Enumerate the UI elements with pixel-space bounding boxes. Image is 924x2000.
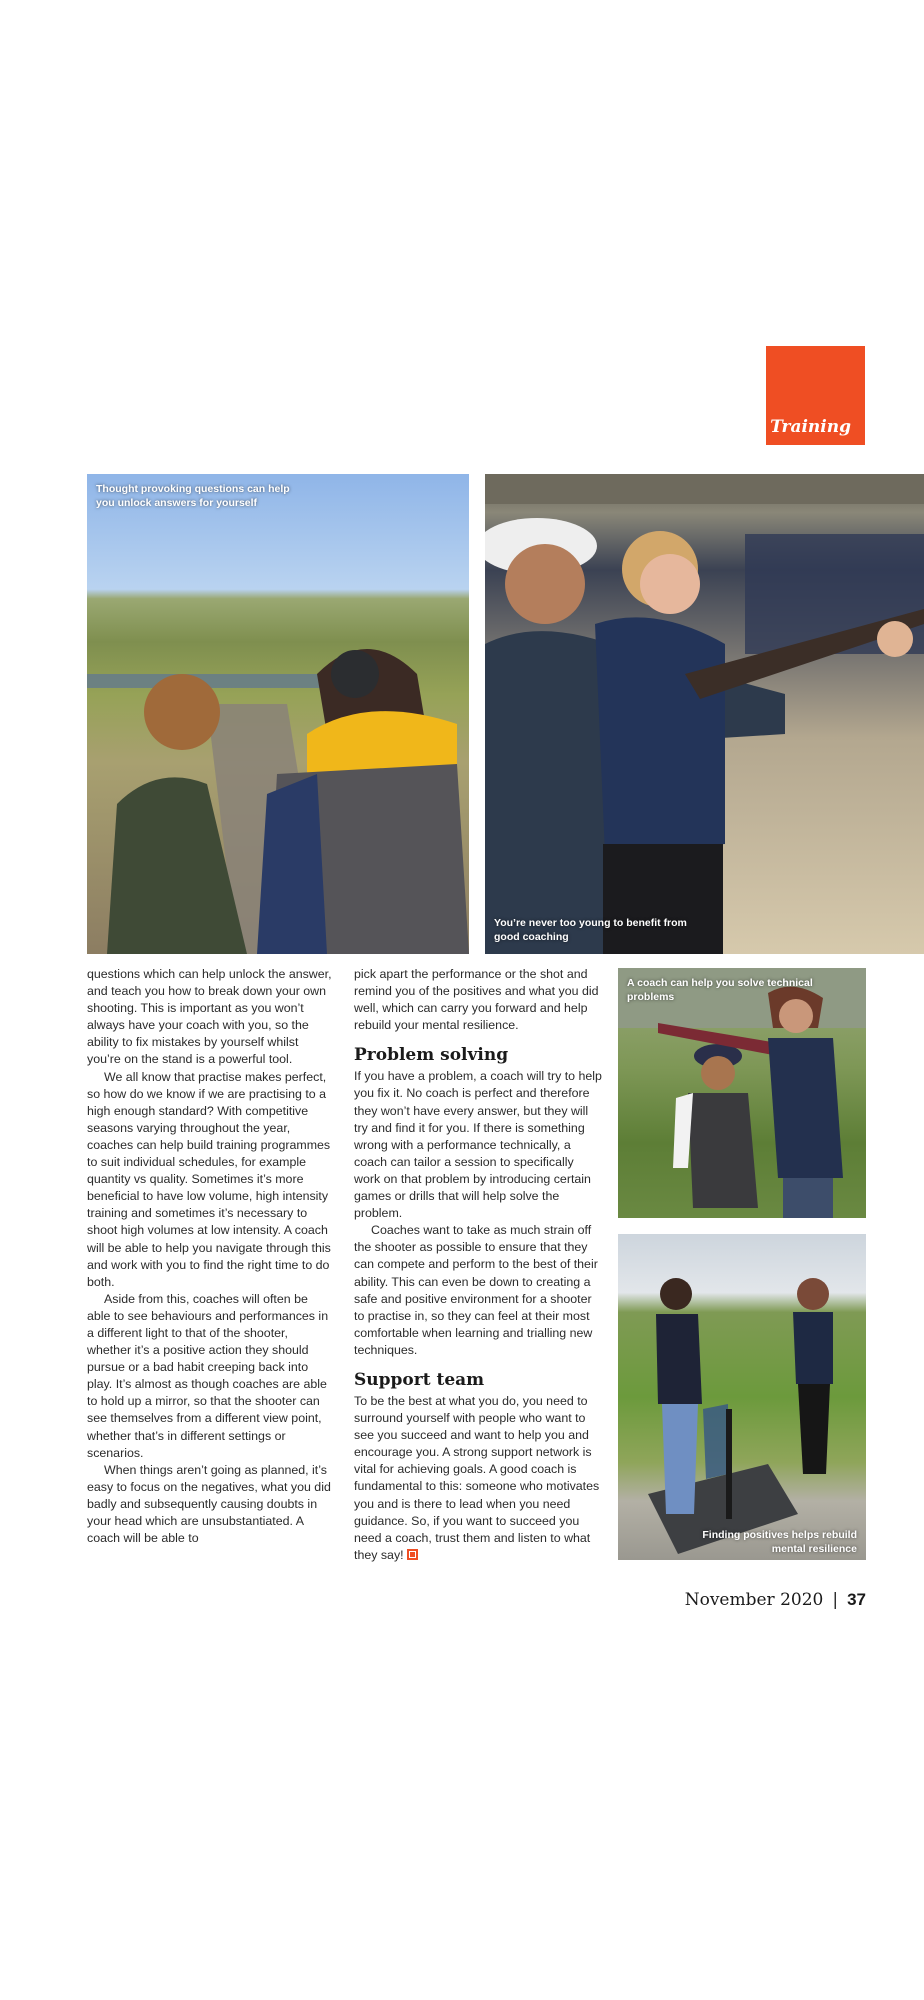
issue-date: November 2020 (684, 1590, 824, 1610)
page-footer (685, 1590, 866, 1610)
photo-caption: A coach can help you solve technical problems (627, 977, 813, 1003)
page-number: 37 (847, 1590, 866, 1609)
pointing-scene-illustration (618, 968, 866, 1218)
paragraph: Coaches want to take as much strain off the shooter as possible to ensure that they can compete and perform to the best of their ability. This can even be down to creating a safe and positive environment for a shooter to practise in, so they can feel at their most comfortable when learning and trialling new techniques. (354, 1223, 598, 1357)
article-column-2 (354, 966, 602, 1564)
section-label: Training (770, 417, 851, 437)
photo-coach-talking-to-shooter (618, 1234, 866, 1560)
photo-caption: Thought provoking questions can help you unlock answers for yourself (96, 483, 290, 509)
paragraph-text: To be the best at what you do, you need to surround yourself with people who want to see you succeed and want to help you and encourage you. A strong support network is vital for achieving goals. A good coach is fundamental to this: someone who motivates you and is there to lead when you need guidance. So, if you want to succeed you need a coach, trust them and listen to what they say! (354, 1393, 600, 1562)
photo-coach-and-shooter-on-range (87, 474, 469, 954)
paragraph: questions which can help unlock the answer, and teach you how to break down your own shooting. This is important as you won’t always have your coach with you, so the ability to fix mistakes by yourself whilst you’re on the stand is a powerful tool. (87, 967, 332, 1067)
photo-coach-guiding-young-shooter (485, 474, 924, 954)
end-mark-icon (407, 1549, 418, 1560)
range-scene-illustration (87, 474, 469, 954)
footer-separator: | (832, 1590, 839, 1610)
subheading-problem-solving: Problem solving (354, 1045, 509, 1066)
subheading-support-team: Support team (354, 1369, 485, 1390)
paragraph: pick apart the performance or the shot and remind you of the positives and what you did well, which can carry you forward and help rebuild your mental resilience. (354, 967, 599, 1033)
paragraph: When things aren’t going as planned, it’s easy to focus on the negatives, what you did badly and subsequently causing doubts in your head which are unsubstantiated. A coach will be able to (87, 1462, 331, 1546)
photo-caption: Finding positives helps rebuild mental resilience (702, 1529, 857, 1555)
paragraph-final (354, 1393, 602, 1564)
photo-caption: You’re never too young to benefit from good coaching (494, 917, 687, 943)
section-tab (766, 346, 865, 445)
photo-coach-pointing-at-target (618, 968, 866, 1218)
paragraph: Aside from this, coaches will often be able to see behaviours and performances in a different light to that of the shooter, whether it’s a positive action they should pursue or a bad habit creeping back into play. It’s almost as though coaches are able to hold up a mirror, so that the shooter can see themselves from a different view point, whether that’s in different settings or scenarios. (87, 1291, 329, 1460)
paragraph: We all know that practise makes perfect, so how do we know if we are practising to a high enough standard? With competitive seasons varying throughout the year, coaches can help build training programmes to suit individual schedules, for example quantity vs quality. Sometimes it’s more beneficial to have low volume, high intensity training and sometimes it’s necessary to shoot high volumes at low intensity. A coach will be able to help you navigate through this and work with you to find the right time to do both. (87, 1069, 331, 1289)
coaching-scene-illustration (485, 474, 924, 954)
conversation-scene-illustration (618, 1234, 866, 1560)
article-column-1 (87, 966, 332, 1547)
paragraph: If you have a problem, a coach will try to help you fix it. No coach is perfect and therefore they won’t have every answer, but they will try and find it for you. If there is something wrong with a performance technically, a coach can tailor a session to specifically work on that problem by introducing certain games or drills that will help solve the problem. (354, 1069, 602, 1221)
